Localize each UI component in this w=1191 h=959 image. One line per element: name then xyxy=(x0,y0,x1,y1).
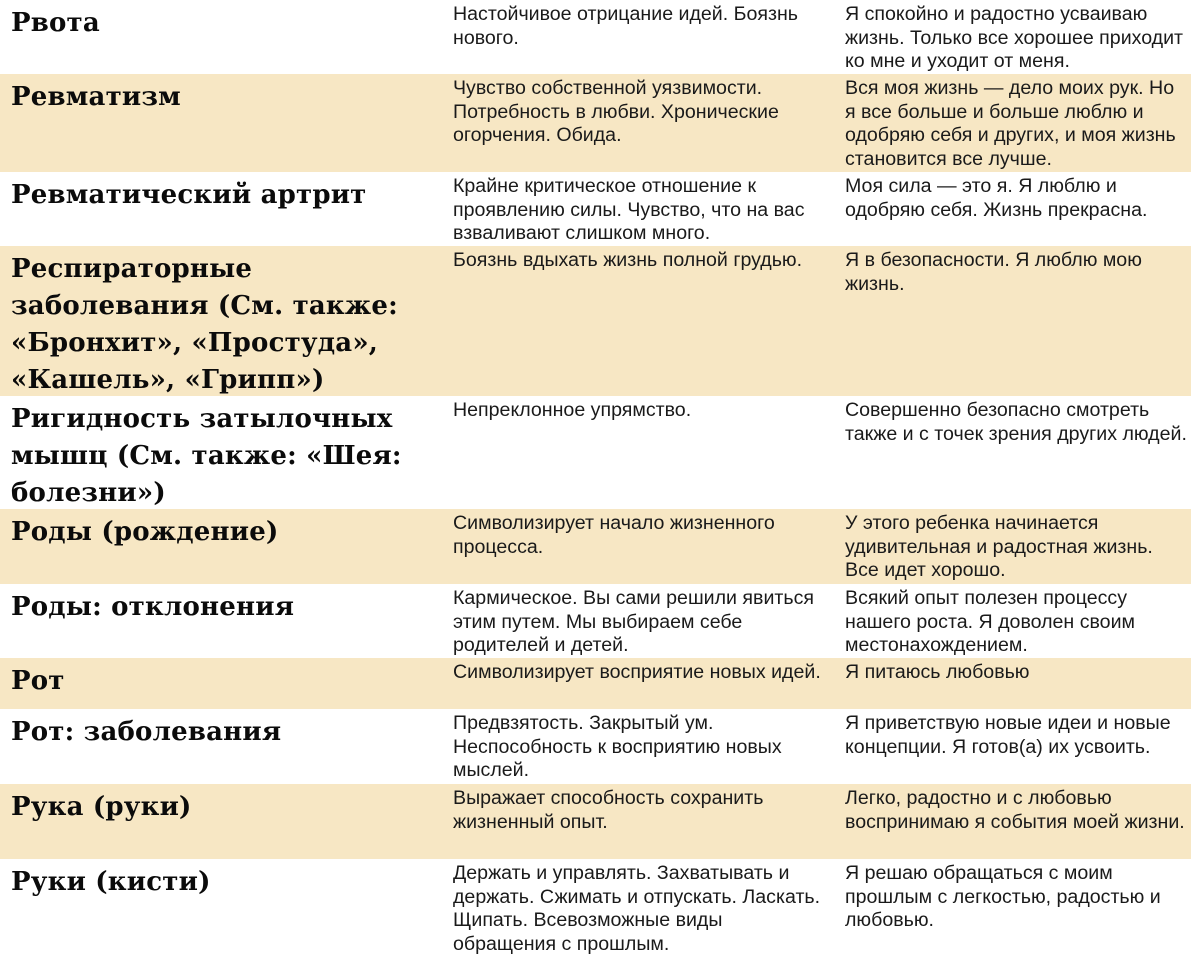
condition-name: Рот xyxy=(0,658,442,709)
new-thought-pattern: Вся моя жизнь — дело моих рук. Но я все больше и больше люблю и одобряю себя и других, и моя жизнь становится все лучше. xyxy=(835,74,1191,172)
probable-cause: Кармическое. Вы сами решили явиться этим путем. Мы выбираем себе родителей и детей. xyxy=(453,587,814,656)
probable-cause: Боязнь вдыхать жизнь полной грудью. xyxy=(442,246,835,396)
new-thought-pattern: У этого ребенка начинается удивительная и радостная жизнь. Все идет хорошо. xyxy=(835,509,1191,584)
new-thought-pattern: Совершенно безопасно смотреть также и с точек зрения других людей. xyxy=(845,399,1187,445)
condition-name: Рот: заболевания xyxy=(11,717,282,747)
new-thought-pattern: Я питаюсь любовью xyxy=(835,658,1191,709)
probable-cause: Символизирует начало жизненного процесса. xyxy=(442,509,835,584)
probable-cause: Символизирует восприятие новых идей. xyxy=(442,658,835,709)
probable-cause: Крайне критическое отношение к проявлению силы. Чувство, что на вас взваливают слишком много. xyxy=(453,175,805,244)
condition-name: Руки (кисти) xyxy=(11,867,211,897)
new-thought-pattern: Я приветствую новые идеи и новые концепции. Я готов(а) их усвоить. xyxy=(845,712,1171,758)
probable-cause: Выражает способность сохранить жизненный опыт. xyxy=(442,784,835,859)
condition-name: Ригидность затылочных мышц (См. также: «Шея: болезни») xyxy=(11,404,402,508)
condition-name: Рука (руки) xyxy=(0,784,442,859)
probable-cause: Держать и управлять. Захватывать и держать. Сжимать и отпускать. Ласкать. Щипать. Всевозможные виды обращения с прошлым. xyxy=(453,862,821,955)
new-thought-pattern: Всякий опыт полезен процессу нашего роста. Я доволен своим местонахождением. xyxy=(845,587,1135,656)
new-thought-pattern: Моя сила — это я. Я люблю и одобряю себя. Жизнь прекрасна. xyxy=(845,175,1148,221)
new-thought-pattern: Я спокойно и радостно усваиваю жизнь. Только все хорошее приходит ко мне и уходит от меня. xyxy=(845,3,1184,72)
new-thought-pattern: Я решаю обращаться с моим прошлым с легкостью, радостью и любовью. xyxy=(845,862,1161,931)
condition-name: Роды (рождение) xyxy=(0,509,442,584)
condition-name: Ревматический артрит xyxy=(11,180,367,210)
new-thought-pattern: Я в безопасности. Я люблю мою жизнь. xyxy=(835,246,1191,396)
probable-cause: Настойчивое отрицание идей. Боязнь нового. xyxy=(453,3,799,49)
probable-cause: Непреклонное упрямство. xyxy=(453,399,692,421)
probable-cause: Чувство собственной уязвимости. Потребность в любви. Хронические огорчения. Обида. xyxy=(442,74,835,172)
condition-name: Роды: отклонения xyxy=(11,592,295,622)
new-thought-pattern: Легко, радостно и с любовью воспринимаю я события моей жизни. xyxy=(835,784,1191,859)
condition-name: Респираторные заболевания (См. также: «Бронхит», «Простуда», «Кашель», «Грипп») xyxy=(0,246,442,396)
condition-name: Ревматизм xyxy=(0,74,442,172)
condition-name: Рвота xyxy=(11,8,100,38)
probable-cause: Предвзятость. Закрытый ум. Неспособность к восприятию новых мыслей. xyxy=(453,712,782,781)
